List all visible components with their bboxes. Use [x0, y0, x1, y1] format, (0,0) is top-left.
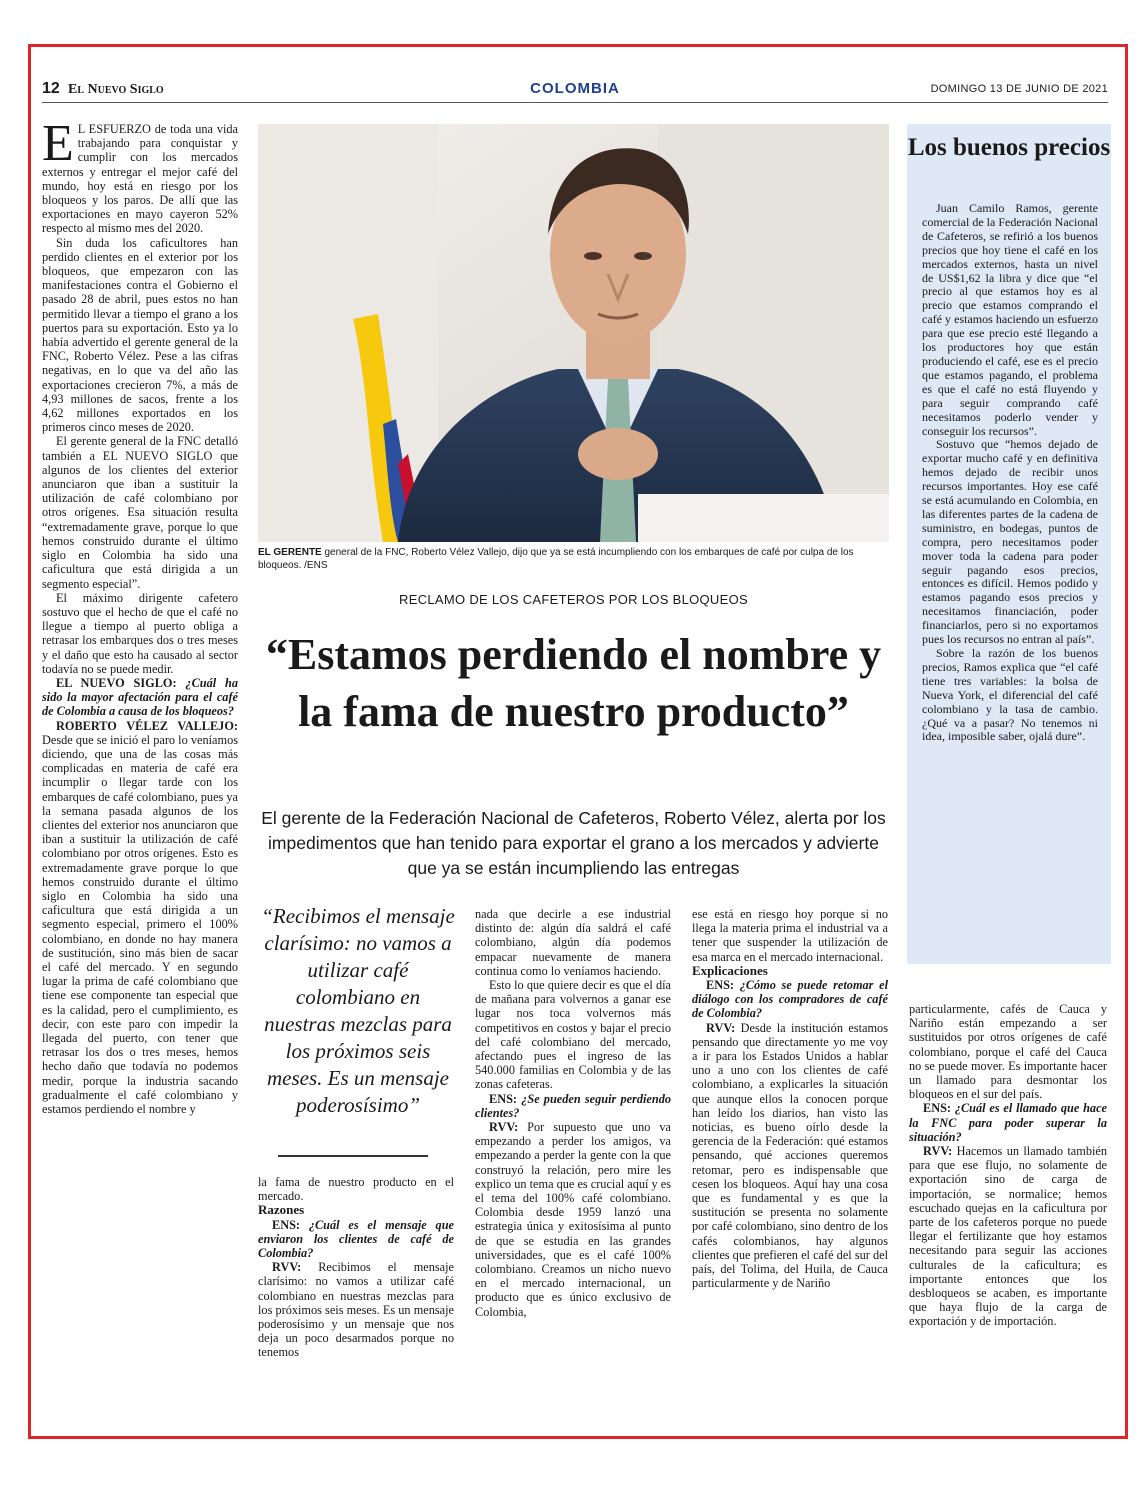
paragraph: El máximo dirigente cafetero sostuvo que el hecho de que el café no llegue a tiempo al puerto obliga a retrasar los embarques dos o tres meses y el daño que esto ha causado al sector todavía no se puede medir.: [42, 590, 238, 676]
issue-date: DOMINGO 13 DE JUNIO DE 2021: [930, 83, 1108, 95]
portrait-illustration: [258, 124, 889, 542]
column-2: [258, 1175, 454, 1410]
interview-question: ENS: ¿Cómo se puede retomar el diálogo con los compradores de café de Colombia?: [692, 978, 888, 1021]
paragraph: Sobre la razón de los buenos precios, Ramos explica que “el café tiene tres variables: la bolsa de Nueva York, el diferencial del café colombiano y la tasa de cambio. ¿Qué va a pasar? No tenemos ni idea, imposible saber, ojalá dure”.: [922, 646, 1098, 744]
publication-name: El Nuevo Siglo: [68, 82, 164, 97]
paragraph: ese está en riesgo hoy porque si no llega la materia prima el industrial va a tener que suspender la utilización de esa marca en el mercado internacional.: [692, 907, 888, 964]
paragraph: particularmente, cafés de Cauca y Nariño están empezando a ser sustituidos por otros orígenes de café colombiano, porque el café del Cauca no se puede mover. Es importante hacer un llamado para desmontar los bloqueos en el sur del país.: [909, 1002, 1107, 1102]
page-header: [42, 80, 1108, 102]
column-3: [475, 907, 671, 1412]
sidebar-text: [922, 202, 1098, 962]
paragraph: nada que decirle a ese industrial distinto de: algún día saldrá el café colombiano, algún día podemos empacar nuevamente de manera continua como lo veníamos haciendo.: [475, 907, 671, 978]
subhead: Explicaciones: [692, 962, 768, 978]
section-title: COLOMBIA: [530, 80, 620, 97]
interview-question: ENS: ¿Cuál es el mensaje que enviaron los clientes de café de Colombia?: [258, 1217, 454, 1261]
pull-quote: “Recibimos el mensaje clarísimo: no vamos a utilizar café colombiano en nuestras mezclas para los próximos seis meses. Es un mensaje poderosísimo”: [261, 904, 455, 1117]
interview-question: EL NUEVO SIGLO: ¿Cuál ha sido la mayor afectación para el café de Colombia a causa de los bloqueos?: [42, 675, 238, 719]
interview-answer: RVV: Hacemos un llamado también para que ese flujo, no solamente de exportación sino de carga de importación, se normalice; hemos escuchado quejas en la caficultura por parte de los cafeteros porque no puede llegar el fertilizante que hoy estamos necesitando para seguir las acciones culturales de la caficultura; es importante entonces que los desbloqueos se acaben, es importante que haya flujo de la carga de exportación y de importación.: [909, 1144, 1107, 1329]
column-5: [909, 1002, 1107, 1412]
paragraph: Sin duda los caficultores han perdido clientes en el exterior por los bloqueos, que empezaron con las manifestaciones contra el Gobierno el pasado 28 de abril, pues estos no han permitido llevar a tiempo el grano a los puertos para su exportación. Esto ya lo había advertido el gerente general de la FNC, Roberto Vélez. Pese a las cifras negativas, en lo que va del año las exportaciones crecieron 7%, a más de 4,93 millones de sacos, frente a los 4,62 millones exportados en los primeros cinco meses de 2020.: [42, 235, 238, 435]
interview-question: ENS: ¿Se pueden seguir perdiendo clientes?: [475, 1091, 671, 1120]
lead-paragraph: E L ESFUERZO de toda una vida trabajando para conquistar y cumplir con los mercados externos y entregar el mejor café del mundo, hoy está en riesgo por los bloqueos y los paros. De allí que las exportaciones en mayo cayeron 52% respecto al mismo mes del 2020.: [42, 122, 238, 236]
photo-caption: EL GERENTE general de la FNC, Roberto Vélez Vallejo, dijo que ya se está incumpliendo con los embarques de café por culpa de los bloqueos. /ENS: [258, 547, 854, 571]
paragraph: Juan Camilo Ramos, gerente comercial de la Federación Nacional de Cafeteros, se refirió a los buenos precios que hoy tiene el café en los mercados externos, hasta un nivel de US$1,62 la libra y dice que “el precio al que estamos hoy es al precio que estamos comprando el café y estamos haciendo un esfuerzo para que ese precio esté llegando a los productores hoy que están produciendo el café, ese es el precio que estamos pagando, el problema es que el café no está fluyendo y para seguir comprando café necesitamos poderlo vender y conseguir los recursos”.: [922, 202, 1098, 438]
paragraph: Sostuvo que “hemos dejado de exportar mucho café y en definitiva hemos dejado de recibir unos recursos importantes. Hoy ese café se está acumulando en Colombia, en las diferentes partes de la cadena de suministro, en bodegas, puntos de compra, pero necesitamos poder mover toda la cadena para poder seguir pagando esos precios, entonces es difícil. Hemos podido y estamos pagando esos precios y necesitamos financiación, poder financiarlos, pero si no exportamos pues los recursos no entran al país”.: [922, 437, 1098, 647]
paragraph: Esto lo que quiere decir es que el día de mañana para volvernos a ganar ese lugar nos toca volvernos más competitivos en costos y bajar el precio del café colombiano del mercado, afectando pues el ingreso de las 540.000 familias en Colombia y de las zonas cafeteras.: [475, 978, 671, 1092]
interview-answer: RVV: Desde la institución estamos pensando que directamente yo me voy a ir para los Estados Unidos a hablar uno a uno con los clientes de café colombiano, a explicarles la situación que aunque ellos la conocen porque han leído los diarios, han visto las noticias, es bueno oírlo desde la gerencia de la Federación: qué estamos pensando, qué acciones queremos retomar, pero es indispensable que cesen los bloqueos. Aquí hay una cosa que es fundamental y es que la sustitución se presenta no solamente por café colombiano, sino dentro de los cafés colombianos, hay algunos clientes que prefieren el café del sur del país, del Tolima, del Huila, de Cauca particularmente y de Nariño: [692, 1020, 888, 1291]
column-1: [42, 122, 238, 1412]
subhead: Razones: [258, 1202, 305, 1218]
paragraph: la fama de nuestro producto en el mercado.: [258, 1175, 454, 1204]
article-photo: [258, 124, 889, 542]
interview-answer: RVV: Recibimos el mensaje clarísimo: no vamos a utilizar café colombiano en nuestras mezclas para los próximos seis meses. Es un mensaje poderosísimo y un mensaje que nos deja un poco desarmados porque no tenemos: [258, 1260, 454, 1360]
interview-answer: RVV: Por supuesto que uno va empezando a perder los amigos, va empezando a perder la gente con la que construyó la relación, pero mire les explico un tema que es crucial aquí y es el tema del 100% café colombiano. Colombia desde 1959 lanzó una estrategia única y exitosísima al punto de que se estudia en las grandes universidades, que es el café 100% colombiano. Creamos un nicho nuevo en el mercado internacional, un producto que es único exclusivo de Colombia,: [475, 1120, 671, 1319]
kicker: RECLAMO DE LOS CAFETEROS POR LOS BLOQUEOS: [399, 592, 748, 607]
drop-cap: E: [42, 122, 74, 172]
headline: “Estamos perdiendo el nombre y la fama de nuestro producto”: [265, 630, 882, 736]
pull-quote-rule: [278, 1155, 428, 1157]
column-4: [692, 907, 888, 1412]
interview-question: ENS: ¿Cuál es el llamado que hace la FNC para poder superar la situación?: [909, 1101, 1107, 1144]
paragraph: El gerente general de la FNC detalló también a EL NUEVO SIGLO que algunos de los clientes del exterior anunciaron que iban a sustituir la utilización de café colombiano por otros orígenes. Esa situación resulta “extremadamente grave, porque lo que hemos construido durante el último siglo en Colombia ha sido una caficultura que está dirigida a un segmento especial”.: [42, 434, 238, 591]
deck: El gerente de la Federación Nacional de Cafeteros, Roberto Vélez, alerta por los impedimentos que han tenido para exportar el grano a los mercados y advierte que ya se están incumpliendo las entregas: [261, 808, 886, 878]
sidebar-title: Los buenos precios: [907, 134, 1111, 161]
header-rule: [42, 102, 1108, 103]
interview-answer: ROBERTO VÉLEZ VALLEJO: Desde que se inició el paro lo veníamos diciendo, que una de las cosas más complicadas en materia de café era incumplir o llegar tarde con los embarques de café colombiano, pues ya la semana pasada algunos de los clientes del exterior nos anunciaron que iban a sustituir la utilización de café colombiano por otros orígenes. Esto es extremadamente grave porque lo que hemos construido durante el último siglo en Colombia ha sido una caficultura que está dirigida a un segmento especial, primero el 100% colombiano, en donde no hay manera de sustitución, sino más bien de sacar el café del mercado. Y en segundo lugar la prima de café colombiano que tiene ese componente tan especial que es la calidad, pero el cumplimiento, es decir, con este paro con impedir la llegada del puerto, con tener que retrasar los dos o tres meses, hemos hecho daño que todavía no podemos medir, porque la industria sacando gradualmente el café colombiano y estamos perdiendo el nombre y: [42, 718, 238, 1117]
page-number: 12: [42, 80, 60, 97]
